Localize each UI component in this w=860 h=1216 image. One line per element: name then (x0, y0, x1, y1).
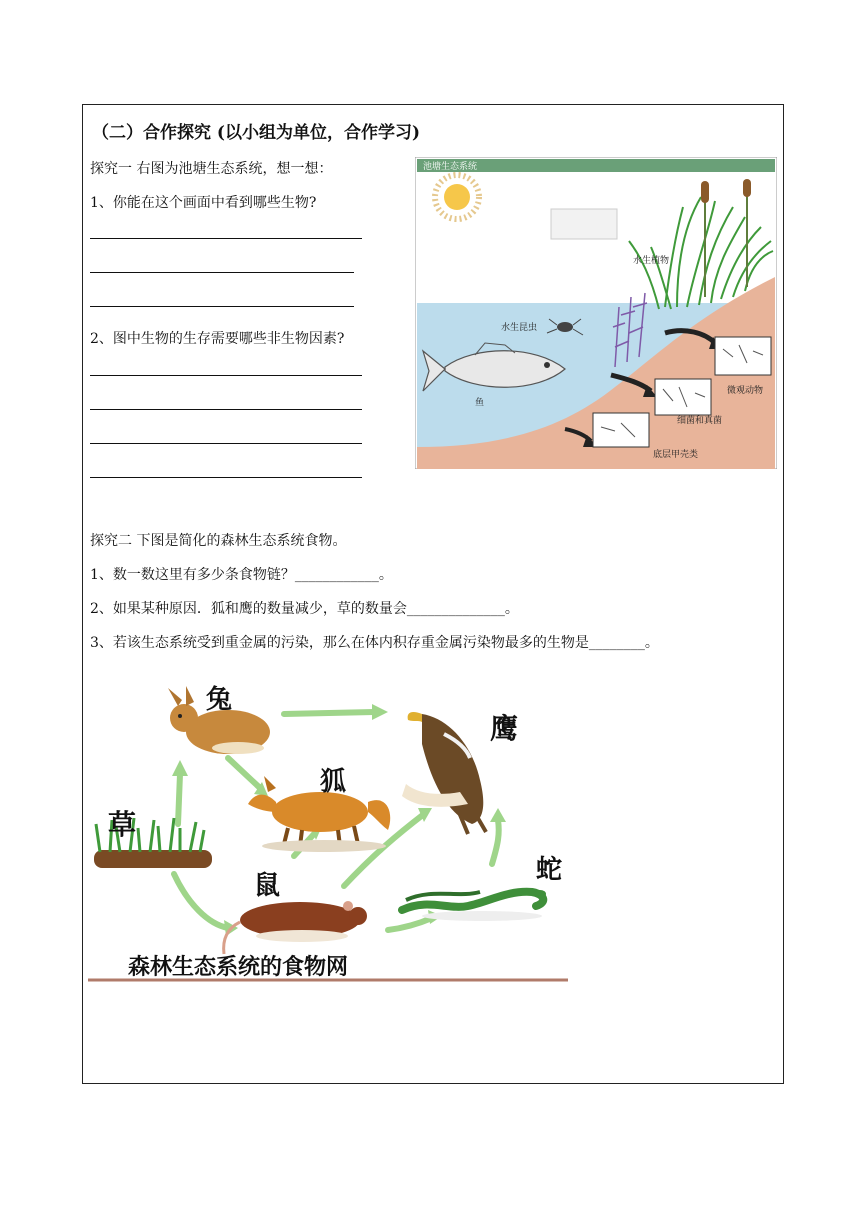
arrow-grass-to-mouse (174, 874, 228, 928)
answer-line[interactable] (90, 272, 354, 273)
label-rabbit: 兔 (206, 685, 233, 715)
inquiry1-intro: 探究一 右图为池塘生态系统，想一想： (90, 161, 333, 177)
arrow-rabbit-to-eagle (284, 712, 374, 714)
mouse-icon (224, 901, 367, 954)
answer-line[interactable] (90, 477, 362, 478)
snake-icon (402, 890, 546, 921)
pond-ecosystem-figure (415, 157, 777, 469)
answer-line[interactable] (90, 375, 362, 376)
food-web-caption: 森林生态系统的食物网 (128, 954, 349, 980)
food-web-illustration (88, 684, 572, 984)
label-grass: 草 (108, 808, 137, 841)
inquiry1-question-1: 1、你能在这个画面中看到哪些生物? (90, 195, 317, 211)
inquiry1-question-2: 2、图中生物的生存需要哪些非生物因素? (90, 331, 345, 347)
inquiry2-question-2: 2、如果某种原因．狐和鹰的数量减少，草的数量会______________。 (90, 601, 519, 617)
answer-line[interactable] (90, 306, 354, 307)
section-heading: （二）合作探究 (以小组为单位，合作学习) (92, 123, 421, 143)
eagle-icon (402, 712, 486, 834)
label-aquatic-plants: 水生植物 (633, 256, 670, 266)
label-bottom-crustaceans: 底层甲壳类 (653, 450, 699, 460)
inquiry2-intro: 探究二 下图是简化的森林生态系统食物。 (90, 533, 347, 549)
answer-line[interactable] (90, 238, 362, 239)
label-fox: 狐 (320, 767, 347, 797)
pond-illustration (415, 157, 777, 469)
label-snake: 蛇 (536, 855, 563, 885)
pond-title: 池塘生态系统 (423, 162, 478, 172)
label-aquatic-insects: 水生昆虫 (501, 323, 538, 333)
inquiry2-question-3: 3、若该生态系统受到重金属的污染，那么在体内积存重金属污染物最多的生物是________。 (90, 635, 659, 651)
arrow-snake-to-eagle (492, 820, 499, 864)
label-fish: 鱼 (475, 398, 485, 408)
label-eagle: 鹰 (490, 712, 519, 745)
label-mouse: 鼠 (254, 871, 281, 901)
arrow-mouse-to-snake (388, 918, 432, 930)
microscopic-animals-inset (715, 337, 771, 375)
answer-line[interactable] (90, 443, 362, 444)
inquiry2-question-1: 1、数一数这里有多少条食物链？____________。 (90, 567, 393, 583)
arrow-grass-to-rabbit (178, 774, 180, 824)
arrow-rabbit-to-fox (228, 758, 260, 788)
label-bacteria-fungi: 细菌和真菌 (677, 416, 723, 426)
food-web-figure (88, 684, 572, 984)
answer-line[interactable] (90, 409, 362, 410)
label-microscopic-animals: 微观动物 (727, 386, 764, 396)
bottom-crustaceans-inset (593, 413, 649, 447)
